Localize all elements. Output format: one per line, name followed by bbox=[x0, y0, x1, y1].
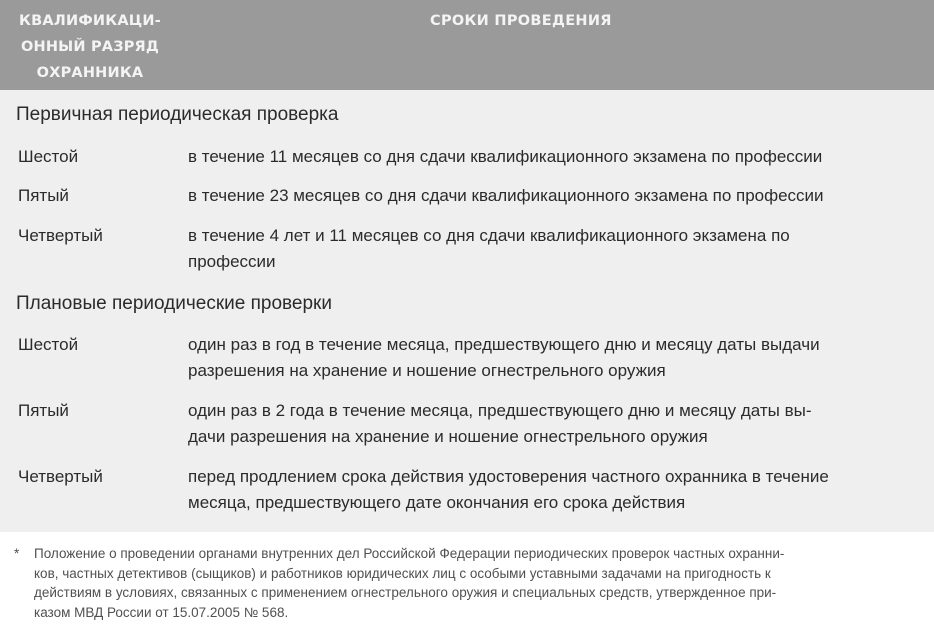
row-rank: Пятый bbox=[18, 186, 69, 205]
row-term-line: в течение 11 месяцев со дня сдачи квалификационного экзамена по профессии bbox=[188, 147, 823, 166]
footnote-line: ков, частных детективов (сыщиков) и работников юридических лиц с особыми уставными задачами на пригодность к bbox=[34, 565, 771, 581]
row-term-line: один раз в год в течение месяца, предшествующего дню и месяцу даты выдачи bbox=[188, 335, 820, 354]
section-title-planned: Плановые периодические проверки bbox=[16, 293, 332, 314]
footnote-line: действиям в условиях, связанных с применением огнестрельного оружия и специальных средств, утвержденное при- bbox=[34, 585, 777, 600]
row-rank: Четвертый bbox=[18, 467, 103, 486]
row-term-line: в течение 23 месяцев со дня сдачи квалификационного экзамена по профессии bbox=[188, 186, 824, 205]
row-term-line: профессии bbox=[188, 252, 276, 271]
section-title-primary: Первичная периодическая проверка bbox=[16, 104, 339, 125]
row-rank: Пятый bbox=[18, 401, 69, 420]
row-term bbox=[188, 464, 908, 516]
row-term-line: в течение 4 лет и 11 месяцев со дня сдачи квалификационного экзамена по bbox=[188, 226, 790, 245]
footnote-mark: * bbox=[14, 546, 20, 561]
footnote-line: Положение о проведении органами внутренних дел Российской Федерации периодических проверок частных охранни- bbox=[34, 546, 785, 561]
row-term bbox=[188, 398, 908, 450]
footnote-text bbox=[34, 544, 784, 622]
footnote-line: казом МВД России от 15.07.2005 № 568. bbox=[34, 604, 289, 620]
row-term-line: перед продлением срока действия удостоверения частного охранника в течение bbox=[188, 467, 829, 486]
table-header bbox=[0, 0, 934, 90]
header-col1-line: КВАЛИФИКАЦИ- bbox=[19, 13, 161, 29]
row-term bbox=[188, 223, 908, 275]
row-term bbox=[188, 183, 908, 209]
row-term bbox=[188, 144, 908, 170]
row-term bbox=[188, 332, 908, 384]
row-term-line: один раз в 2 года в течение месяца, предшествующего дню и месяцу даты вы- bbox=[188, 401, 812, 420]
header-qualification-rank bbox=[6, 8, 174, 86]
row-term-line: месяца, предшествующего дате окончания его срока действия bbox=[188, 493, 686, 512]
row-term-line: разрешения на хранение и ношение огнестрельного оружия bbox=[188, 361, 666, 380]
row-rank: Шестой bbox=[18, 335, 79, 354]
row-rank: Шестой bbox=[18, 147, 79, 166]
row-term-line: дачи разрешения на хранение и ношение огнестрельного оружия bbox=[188, 427, 708, 446]
header-col1-line: ОХРАННИКА bbox=[36, 65, 144, 81]
header-terms: СРОКИ ПРОВЕДЕНИЯ bbox=[430, 13, 612, 29]
header-col1-line: ОННЫЙ РАЗРЯД bbox=[20, 39, 160, 55]
row-rank: Четвертый bbox=[18, 226, 103, 245]
